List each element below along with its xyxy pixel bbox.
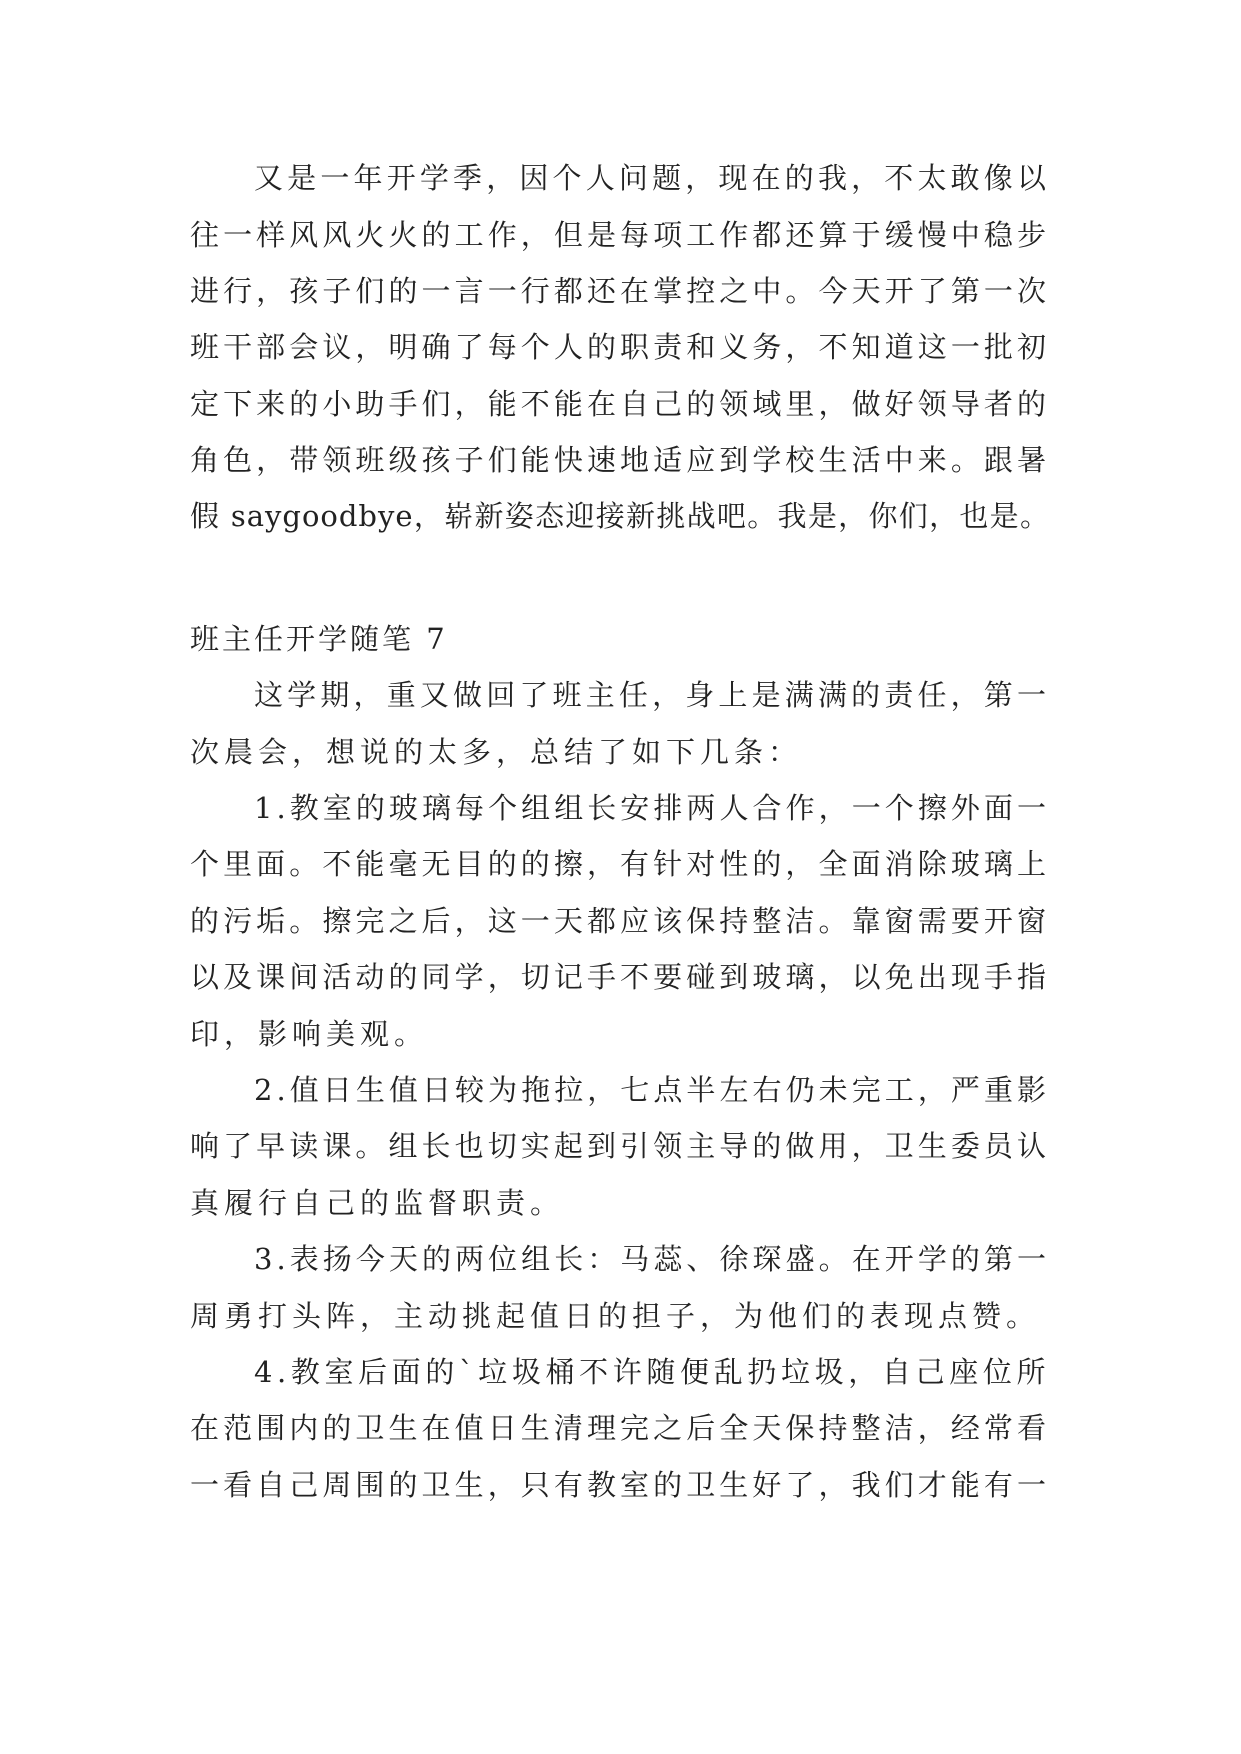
- list-item-line: 2.值日生值日较为拖拉，七点半左右仍未完工，严重影: [254, 1073, 1050, 1107]
- paragraph-line: 班干部会议，明确了每个人的职责和义务，不知道这一批初: [190, 330, 1050, 364]
- paragraph-line: 角色，带领班级孩子们能快速地适应到学校生活中来。跟暑: [190, 443, 1050, 477]
- section-title: 班主任开学随笔 7: [190, 622, 448, 656]
- paragraph-line: 往一样风风火火的工作，但是每项工作都还算于缓慢中稳步: [190, 218, 1050, 252]
- list-item-line: 一看自己周围的卫生，只有教室的卫生好了，我们才能有一: [190, 1468, 1050, 1502]
- list-item-line: 个里面。不能毫无目的的擦，有针对性的，全面消除玻璃上: [190, 847, 1050, 881]
- paragraph-line: 又是一年开学季，因个人问题，现在的我，不太敢像以: [254, 161, 1050, 195]
- paragraph-line: 次晨会，想说的太多，总结了如下几条：: [190, 735, 803, 769]
- list-item-line: 响了早读课。组长也切实起到引领主导的做用，卫生委员认: [190, 1129, 1050, 1163]
- list-item-line: 以及课间活动的同学，切记手不要碰到玻璃，以免出现手指: [190, 960, 1050, 994]
- list-item-line: 周勇打头阵，主动挑起值日的担子，为他们的表现点赞。: [190, 1299, 1041, 1333]
- list-item-line: 的污垢。擦完之后，这一天都应该保持整洁。靠窗需要开窗: [190, 904, 1050, 938]
- paragraph-line: 假 saygoodbye，崭新姿态迎接新挑战吧。我是，你们，也是。: [190, 499, 1050, 533]
- list-item-line: 真履行自己的监督职责。: [190, 1186, 565, 1220]
- list-item-line: 印，影响美观。: [190, 1017, 429, 1051]
- list-item-line: 3.表扬今天的两位组长：马蕊、徐琛盛。在开学的第一: [254, 1242, 1050, 1276]
- paragraph-line: 这学期，重又做回了班主任，身上是满满的责任，第一: [254, 678, 1050, 712]
- paragraph-line: 定下来的小助手们，能不能在自己的领域里，做好领导者的: [190, 387, 1050, 421]
- list-item-line: 4.教室后面的`垃圾桶不许随便乱扔垃圾，自己座位所: [254, 1355, 1050, 1389]
- list-item-line: 在范围内的卫生在值日生清理完之后全天保持整洁，经常看: [190, 1411, 1050, 1445]
- paragraph-line: 进行，孩子们的一言一行都还在掌控之中。今天开了第一次: [190, 274, 1050, 308]
- list-item-line: 1.教室的玻璃每个组组长安排两人合作，一个擦外面一: [254, 791, 1050, 825]
